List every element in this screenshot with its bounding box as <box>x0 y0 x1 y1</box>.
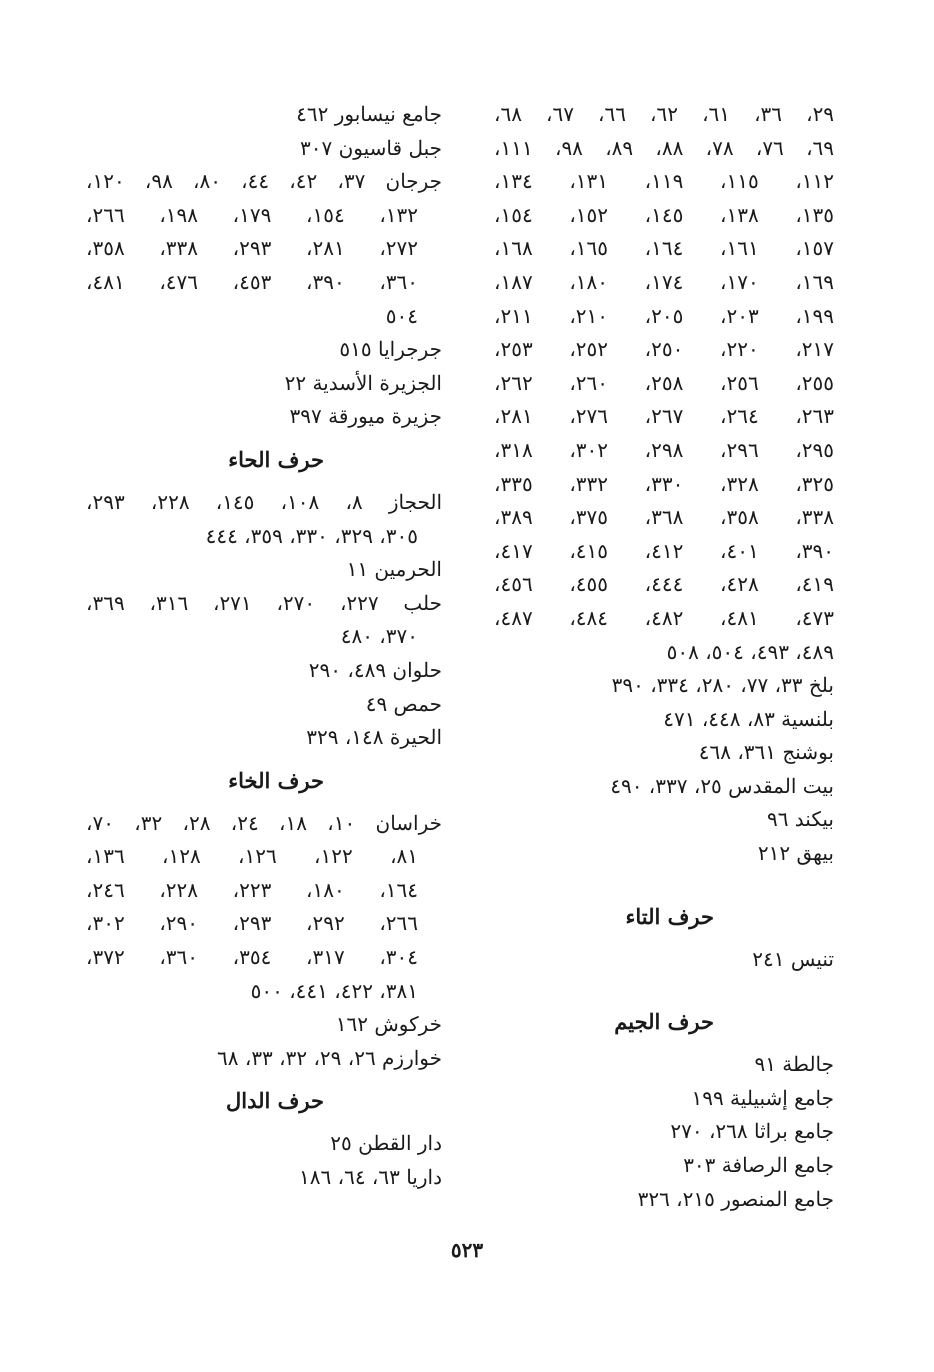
heading-khaa: حرف الخاء <box>228 767 324 793</box>
index-entry-line: ٤٧٣، ٤٨١، ٤٨٢، ٤٨٤، ٤٨٧، <box>494 605 835 630</box>
index-entry-line: ٥٠٤ <box>385 303 418 328</box>
jeem-entries <box>494 1048 834 1216</box>
index-entry-line: ١٩٩، ٢٠٣، ٢٠٥، ٢١٠، ٢١١، <box>494 303 835 328</box>
index-entry-line: ٦٩، ٧٦، ٧٨، ٨٨، ٨٩، ٩٨، ١١١، <box>494 135 835 160</box>
index-entry-line: ١٣٥، ١٣٨، ١٤٥، ١٥٢، ١٥٤، <box>494 202 835 227</box>
index-entry-line: خركوش ١٦٢ <box>335 1012 442 1037</box>
right-column <box>494 98 834 1216</box>
index-entry-line: بوشنج ٣٦١، ٤٦٨ <box>698 740 834 765</box>
index-entry-line: جالطة ٩١ <box>754 1052 834 1077</box>
index-entry-line: جزيرة ميورقة ٣٩٧ <box>289 404 442 429</box>
index-entry-line: ٣٩٠، ٤٠١، ٤١٢، ٤١٥، ٤١٧، <box>494 538 835 563</box>
right-column-ba-entries <box>494 98 834 871</box>
heading-taa: حرف التاء <box>625 903 714 929</box>
index-entry-line: ٣٧٠، ٤٨٠ <box>340 624 418 649</box>
index-entry-line: ٣٠٥، ٣٢٩، ٣٣٠، ٣٥٩، ٤٤٤ <box>205 523 418 548</box>
index-entry-line: ٣٣٨، ٣٥٨، ٣٦٨، ٣٧٥، ٣٨٩، <box>494 505 835 530</box>
dal-entries <box>86 1127 442 1194</box>
khaa-entries <box>86 807 442 1076</box>
index-entry-line: بيكند ٩٦ <box>766 807 834 832</box>
heading-dal: حرف الدال <box>226 1088 324 1114</box>
index-entry-line: جامع براثا ٢٦٨، ٢٧٠ <box>670 1119 834 1144</box>
index-entry-line: ١٥٧، ١٦١، ١٦٤، ١٦٥، ١٦٨، <box>494 236 835 261</box>
index-entry-line: ٣٨١، ٤٢٢، ٤٤١، ٥٠٠ <box>250 978 418 1003</box>
index-entry-line: ٢٩، ٣٦، ٦١، ٦٢، ٦٦، ٦٧، ٦٨، <box>494 102 835 126</box>
index-entry-line: الحرمين ١١ <box>346 557 442 582</box>
index-entry-line: ٣٢٥، ٣٢٨، ٣٣٠، ٣٣٢، ٣٣٥، <box>494 471 835 496</box>
index-entry-line: ٨١، ١٢٢، ١٢٦، ١٢٨، ١٣٦، <box>86 844 419 869</box>
index-entry-line: ٢١٧، ٢٢٠، ٢٥٠، ٢٥٢، ٢٥٣، <box>494 337 835 362</box>
index-entry-line: ٣٠٤، ٣١٧، ٣٥٤، ٣٦٠، ٣٧٢، <box>86 945 419 970</box>
index-entry-line: ٣٦٠، ٣٩٠، ٤٥٣، ٤٧٦، ٤٨١، <box>86 269 419 294</box>
index-entry-line: ٢٧٢، ٢٨١، ٢٩٣، ٣٣٨، ٣٥٨، <box>86 236 419 261</box>
index-entry-line: جامع الرصافة ٣٠٣ <box>683 1153 834 1178</box>
heading-haa: حرف الحاء <box>228 446 324 472</box>
index-entry-line: دار القطن ٢٥ <box>330 1131 442 1156</box>
left-jeem-entries <box>86 98 442 434</box>
index-entry-line: خوارزم ٢٦، ٢٩، ٣٢، ٣٣، ٦٨ <box>217 1045 442 1070</box>
index-entry-line: تنيس ٢٤١ <box>752 946 834 971</box>
index-entry-line: جرجان ٣٧، ٤٢، ٤٤، ٨٠، ٩٨، ١٢٠، <box>86 169 443 194</box>
index-entry-line: الجزيرة الأسدية ٢٢ <box>284 370 442 395</box>
index-entry-line: ٢٩٥، ٢٩٦، ٢٩٨، ٣٠٢، ٣١٨، <box>494 437 835 462</box>
index-entry-line: بيت المقدس ٢٥، ٣٣٧، ٤٩٠ <box>610 773 834 798</box>
index-entry-line: الحجاز ٨، ١٠٨، ١٤٥، ٢٢٨، ٢٩٣، <box>86 489 443 514</box>
index-entry-line: ١٦٩، ١٧٠، ١٧٤، ١٨٠، ١٨٧، <box>494 269 835 294</box>
index-entry-line: جبل قاسيون ٣٠٧ <box>300 135 442 160</box>
index-entry-line: ١٦٤، ١٨٠، ٢٢٣، ٢٢٨، ٢٤٦، <box>86 877 419 902</box>
index-entry-line: حلب ٢٢٧، ٢٧٠، ٢٧١، ٣١٦، ٣٦٩، <box>86 590 443 615</box>
index-entry-line: بلنسية ٨٣، ٤٤٨، ٤٧١ <box>663 706 834 731</box>
page-number: ٥٢٣ <box>450 1238 484 1262</box>
index-entry-line: حمص ٤٩ <box>365 691 442 716</box>
taa-entries <box>494 943 834 977</box>
index-entry-line: الحيرة ١٤٨، ٣٢٩ <box>306 725 442 750</box>
index-entry-line: ٤٨٩، ٤٩٣، ٥٠٤، ٥٠٨ <box>666 639 834 664</box>
index-entry-line: بيهق ٢١٢ <box>757 841 834 866</box>
index-entry-line: ١٣٢، ١٥٤، ١٧٩، ١٩٨، ٢٦٦، <box>86 202 419 227</box>
index-entry-line: خراسان ١٠، ١٨، ٢٤، ٢٨، ٣٢، ٧٠، <box>86 810 443 835</box>
section-gap <box>494 871 834 891</box>
index-entry-line: جامع إشبيلية ١٩٩ <box>691 1085 834 1110</box>
index-entry-line: بلخ ٣٣، ٧٧، ٢٨٠، ٣٣٤، ٣٩٠ <box>611 673 834 698</box>
index-entry-line: جامع نيسابور ٤٦٢ <box>296 102 442 126</box>
index-entry-line: جرجرايا ٥١٥ <box>339 337 442 362</box>
index-entry-line: ٤١٩، ٤٢٨، ٤٤٤، ٤٥٥، ٤٥٦، <box>494 572 835 597</box>
index-entry-line: ٢٥٥، ٢٥٦، ٢٥٨، ٢٦٠، ٢٦٢، <box>494 370 835 395</box>
left-column <box>86 98 442 1195</box>
index-entry-line: ٢٦٣، ٢٦٤، ٢٦٧، ٢٧٦، ٢٨١، <box>494 404 835 429</box>
haa-entries <box>86 486 442 755</box>
index-entry-line: حلوان ٤٨٩، ٢٩٠ <box>308 657 442 682</box>
index-entry-line: ١١٢، ١١٥، ١١٩، ١٣١، ١٣٤، <box>494 169 835 194</box>
heading-jeem: حرف الجيم <box>614 1009 714 1035</box>
index-entry-line: داريا ٦٣، ٦٤، ١٨٦ <box>299 1165 442 1190</box>
section-gap <box>494 976 834 996</box>
index-entry-line: ٢٦٦، ٢٩٢، ٢٩٣، ٢٩٠، ٣٠٢، <box>86 911 419 936</box>
index-entry-line: جامع المنصور ٢١٥، ٣٢٦ <box>637 1186 834 1211</box>
